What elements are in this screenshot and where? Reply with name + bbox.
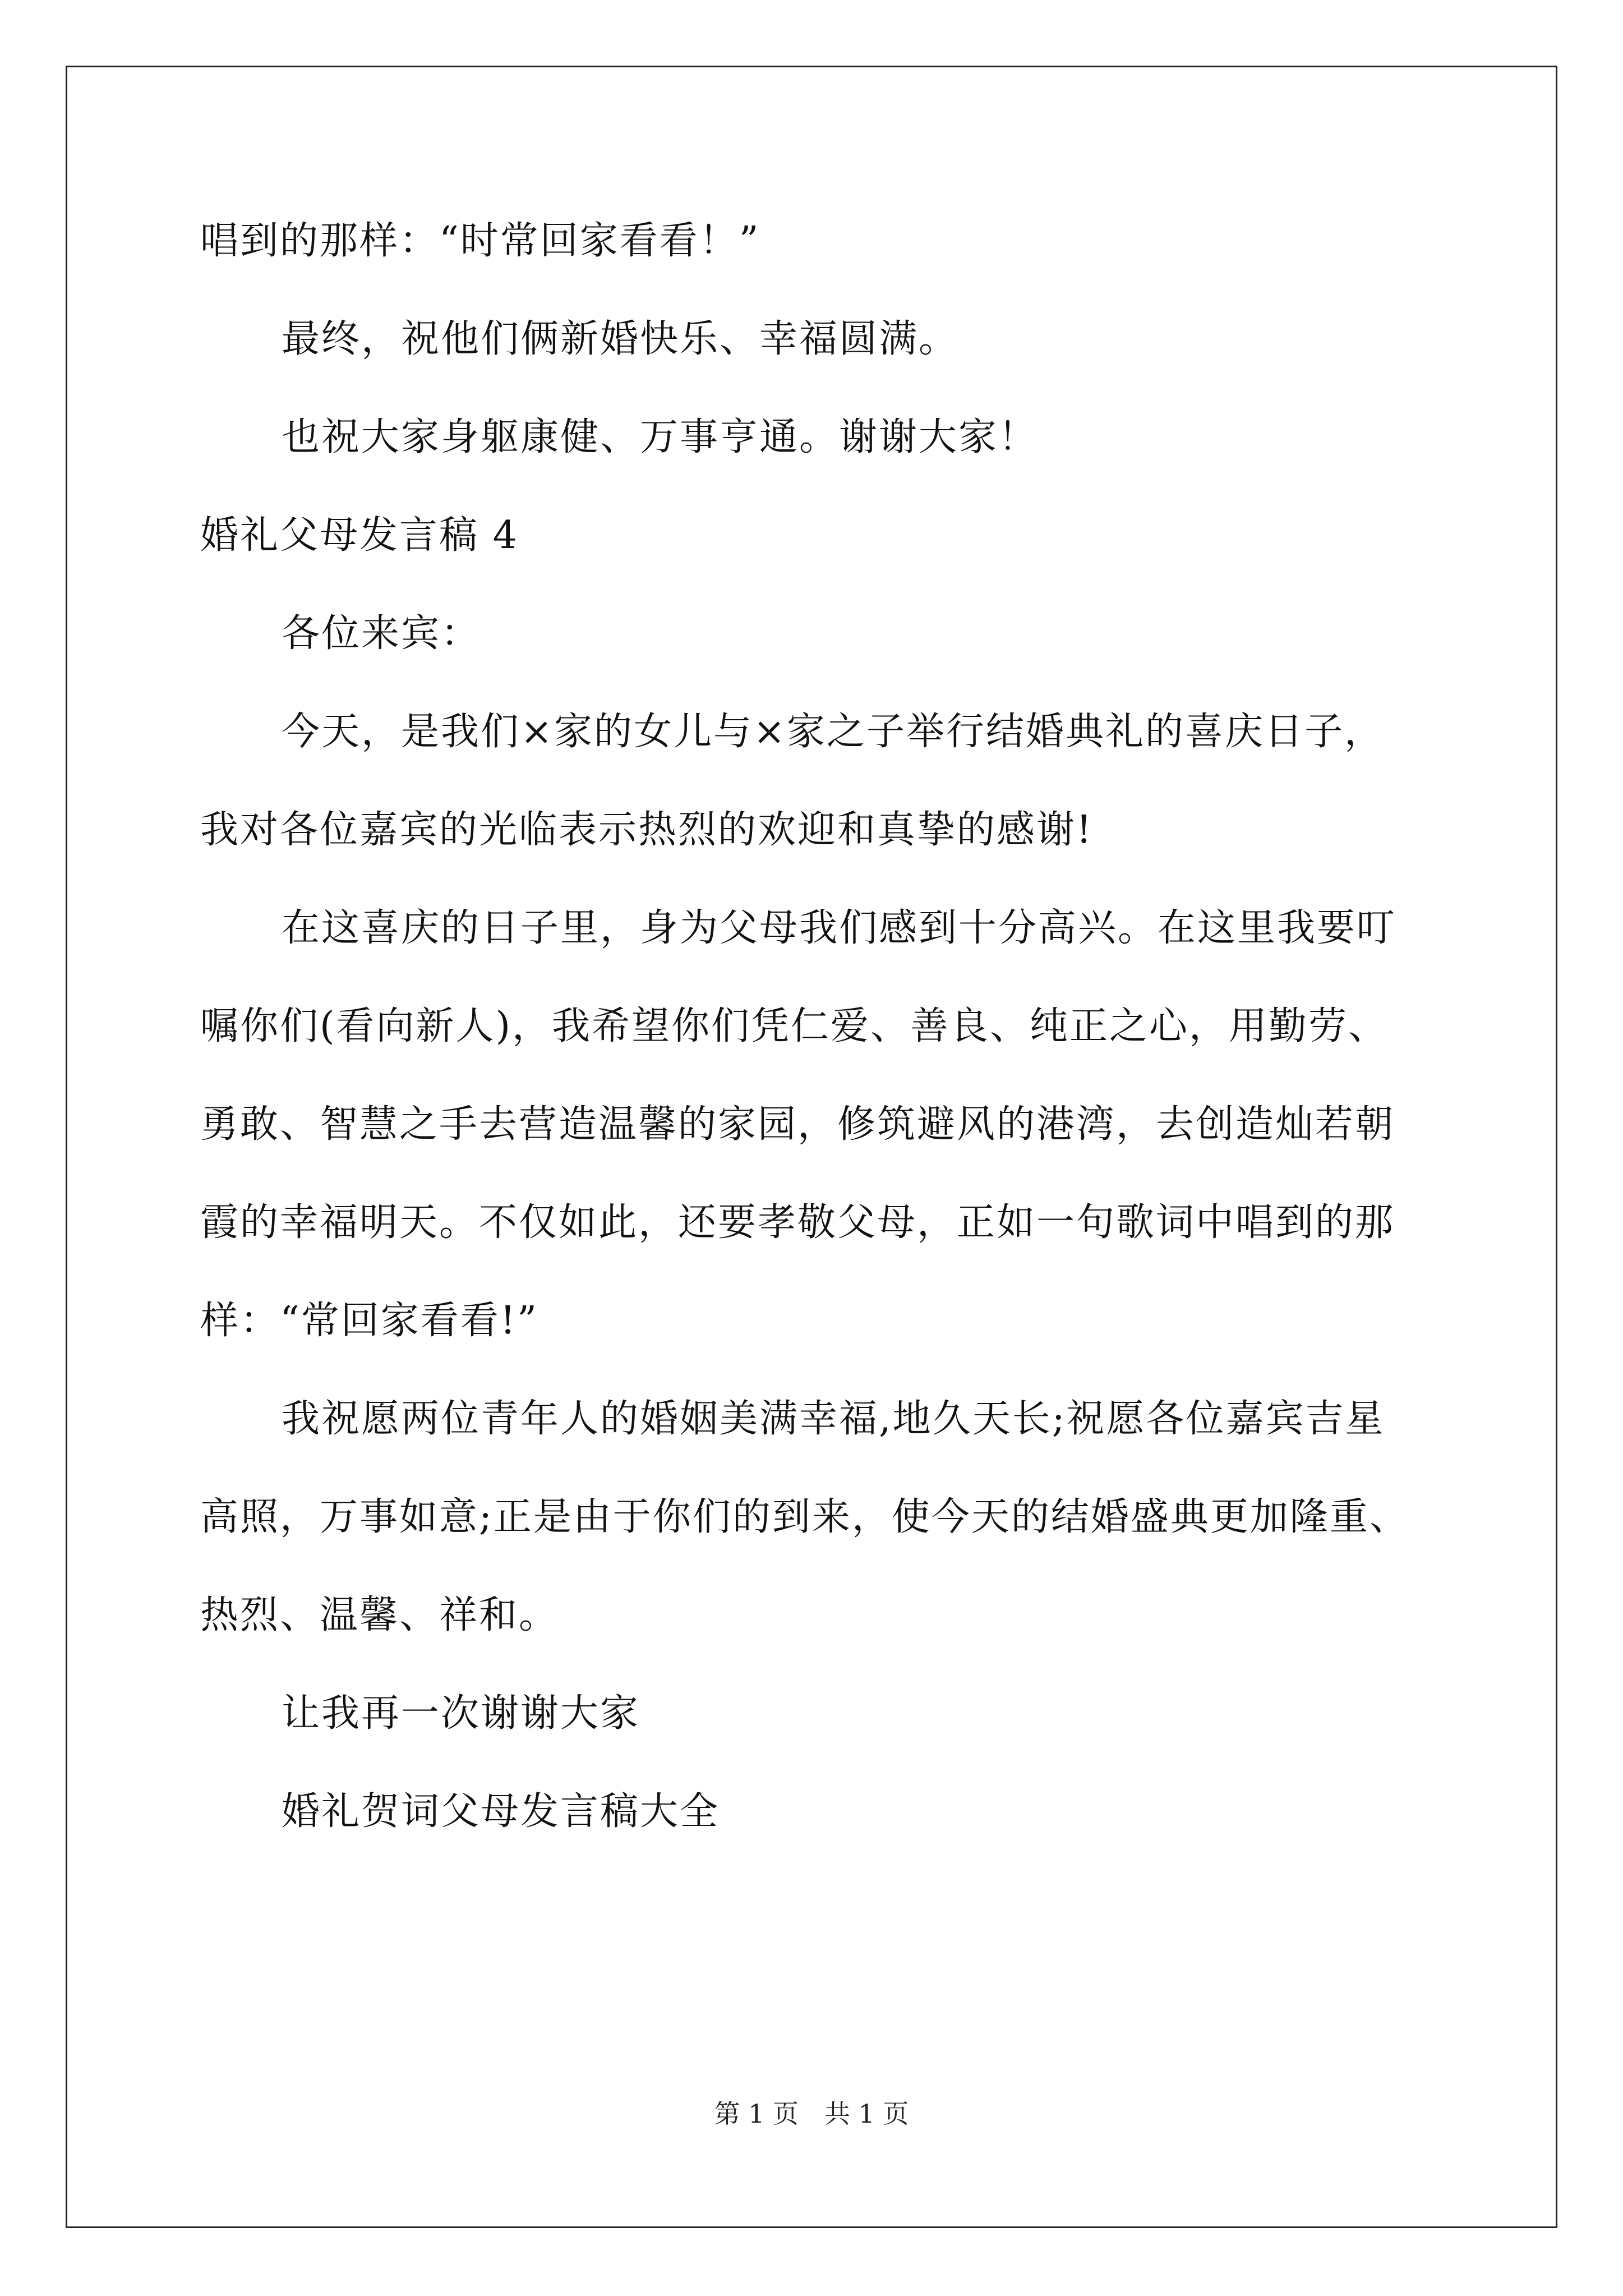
paragraph xyxy=(200,900,1484,1349)
paragraph xyxy=(200,704,1484,858)
text-line: 热烈、温馨、祥和。 xyxy=(200,1593,559,1637)
text-line: 高照，万事如意;正是由于你们的到来，使今天的结婚盛典更加隆重、 xyxy=(200,1495,1409,1539)
page-footer xyxy=(0,2098,1623,2129)
paragraph xyxy=(200,409,1484,466)
heading-text: 婚礼父母发言稿 4 xyxy=(200,513,519,558)
document-body xyxy=(200,213,1484,1882)
paragraph xyxy=(200,1391,1484,1644)
text-line: 婚礼贺词父母发言稿大全 xyxy=(282,1789,720,1834)
paragraph xyxy=(200,1784,1484,1840)
text-line: 今天，是我们×家的女儿与×家之子举行结婚典礼的喜庆日子， xyxy=(282,710,1384,754)
paragraph xyxy=(200,311,1484,367)
text-line: 最终，祝他们俩新婚快乐、幸福圆满。 xyxy=(282,317,959,361)
text-line: 嘱你们(看向新人)，我希望你们凭仁爱、善良、纯正之心，用勤劳、 xyxy=(200,1004,1389,1048)
text-line: 唱到的那样：“时常回家看看！” xyxy=(200,219,760,263)
text-line: 也祝大家身躯康健、万事亨通。谢谢大家！ xyxy=(282,415,1039,459)
page-number: 第 1 页 共 1 页 xyxy=(714,2099,909,2129)
text-line: 让我再一次谢谢大家 xyxy=(282,1691,640,1736)
text-line: 各位来宾： xyxy=(282,611,481,656)
section-heading xyxy=(200,508,1484,564)
text-line: 霞的幸福明天。不仅如此，还要孝敬父母，正如一句歌词中唱到的那 xyxy=(200,1200,1395,1245)
text-line: 勇敢、智慧之手去营造温馨的家园，修筑避风的港湾，去创造灿若朝 xyxy=(200,1102,1395,1147)
text-line: 在这喜庆的日子里，身为父母我们感到十分高兴。在这里我要叮 xyxy=(282,906,1397,950)
text-line: 样：“常回家看看!” xyxy=(200,1299,538,1343)
paragraph xyxy=(200,213,1484,269)
text-line: 我对各位嘉宾的光临表示热烈的欢迎和真挚的感谢! xyxy=(200,808,1094,852)
text-line: 我祝愿两位青年人的婚姻美满幸福,地久天长;祝愿各位嘉宾吉星 xyxy=(282,1397,1385,1441)
paragraph xyxy=(200,1686,1484,1742)
salutation xyxy=(200,606,1484,662)
